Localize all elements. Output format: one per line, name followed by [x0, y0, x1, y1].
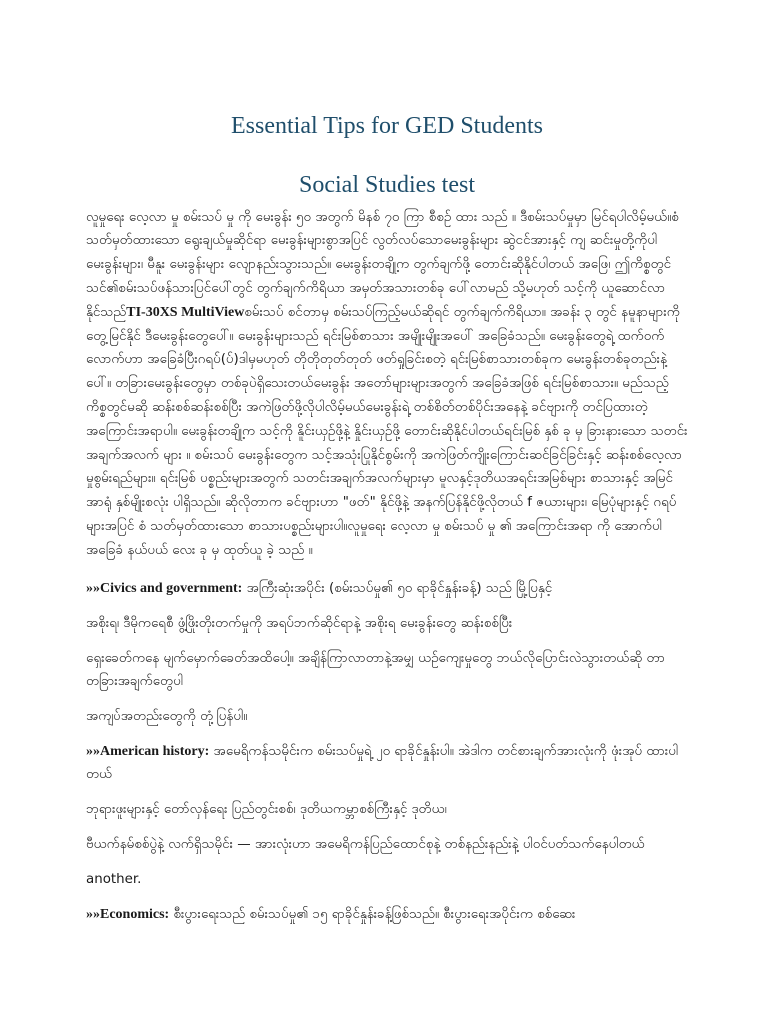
civics-label: »»Civics and government: — [86, 580, 243, 596]
history-line4: another. — [86, 871, 142, 887]
history-heading-line — [86, 740, 688, 786]
economics-line1: စီးပွားရေးသည် စမ်းသပ်မှု၏ ၁၅ ရာခိုင်နှုန်းခန့်ဖြစ်သည်။ စီးပွားရေးအပိုင်းက စစ်ဆေး — [169, 906, 576, 922]
history-label: »»American history: — [86, 743, 210, 759]
intro-text-part2: စမ်းသပ် စင်တာမှ စမ်းသပ်ကြည့်မယ်ဆိုရင် တွက်ချက်ကိရိယာ။ အခန်း ၃ တွင် နမူနာများကို တွေ့မြင်နိုင် ဒီမေးခွန်းတွေပေါ်။ မေးခွန်းများသည် ရင်းမြစ်စာသား အမျိုးမျိုးအပေါ် အခြေခံသည်။ မေးခွန်းတွေရဲ့ ထက်ဝက်လောက်ဟာ အခြေခံပြီးဂရပ်(ပ်)ဒါမှမဟုတ် တိုတိုတုတ်တုတ် ဖတ်ရှုခြင်းစတဲ့ ရင်းမြစ်စာသားတစ်ခုက မေးခွန်းတစ်ခုတည်းနဲ့ပေါ်။ တခြားမေးခွန်းတွေမှာ တစ်ခုပဲရှိသေးတယ်မေးခွန်း အတော်များများအတွက် အခြေခံအဖြစ် ရင်းမြစ်စာသား။ မည်သည့်ကိစ္စတွင်မဆို ဆန်းစစ်ဆန်းစစ်ပြီး အကဲဖြတ်ဖို့လိုပါလိမ့်မယ်မေးခွန်းရဲ့ တစ်စိတ်တစ်ပိုင်းအနေနဲ့ ခင်ဗျားကို တင်ပြထားတဲ့ အကြောင်းအရာပါ။ မေးခွန်းတချို့က သင့်ကို နိူင်းယှဉ်ဖို့နဲ့ နှိုင်းယှဉ်ဖို့ တောင်းဆိုနိုင်ပါတယ်ရင်းမြစ် နှစ် ခု မှ ခြားနားသော သတင်း အချက်အလက် များ ။ စမ်းသပ် မေးခွန်းတွေက သင့်အသုံးပြုနိုင်စွမ်းကို အကဲဖြတ်ကျိုးကြောင်းဆင်ခြင်ခြင်းနှင့် ဆန်းစစ်လေ့လာမှုစွမ်းရည်များ။ ရင်းမြစ် ပစ္စည်းများအတွက် သတင်းအချက်အလက်များမှာ မူလနှင့်ဒုတိယအရင်းအမြစ်များ စာသားနှင့် အမြင်အာရုံ နှစ်မျိုးစလုံး ပါရှိသည်။ ဆိုလိုတာက ခင်ဗျားဟာ "ဖတ်" နိုင်ဖို့နဲ့ အနက်ပြန်နိုင်ဖို့လိုတယ် f ဇယားများ၊ မြေပုံများနှင့် ဂရပ်များအပြင် စံ သတ်မှတ်ထားသော စာသားပစ္စည်းများပါ။လူမှုရေး လေ့လာ မှု စမ်းသပ် မှု ၏ အကြောင်းအရာ ကို အောက်ပါ အခြေခံ နယ်ပယ် လေး ခု မှ ထုတ်ယူ ခဲ့ သည် ။ — [86, 304, 688, 558]
economics-label: »»Economics: — [86, 906, 170, 922]
intro-text-part1: လူမှုရေး လေ့လာ မှု စမ်းသပ် မှု ကို မေးခွန်း ၅၀ အတွက် မိနစ် ၇၀ ကြာ စီစဉ် ထား သည် ။ ဒီစမ်းသပ်မှုမှာ မြင်ရပါလိမ့်မယ်။စံသတ်မှတ်ထားသော ရွေးချယ်မှုဆိုင်ရာ မေးခွန်းများစွာအပြင် လွတ်လပ်သောမေးခွန်းများ ဆွဲငင်အားနှင့် ကျ ဆင်းမှုတို့ကိုပါမေးခွန်းများ၊ မီနူး မေးခွန်းများ လျောနည်းသွားသည်။ မေးခွန်းတချို့က တွက်ချက်ဖို့ တောင်းဆိုနိုင်ပါတယ် အဖြေ၊ ဤကိစ္စတွင် သင်၏စမ်းသပ်ဖန်သားပြင်ပေါ်တွင် တွက်ချက်ကိရိယာ အမှတ်အသားတစ်ခု ပေါ်လာမည် သို့မဟုတ် သင့်ကို ယူဆောင်လာနိုင်သည် — [86, 209, 679, 320]
civics-line1: အကြီးဆုံးအပိုင်း (စမ်းသပ်မှု၏ ၅၀ ရာခိုင်နှုန်းခန့်) သည် မြို့ပြနှင့် — [242, 580, 553, 596]
document-subtitle: Social Studies test — [299, 171, 475, 198]
intro-paragraph — [86, 206, 688, 563]
document-title: Essential Tips for GED Students — [230, 113, 544, 139]
calculator-name: TI-30XS MultiView — [126, 304, 245, 320]
civics-line2: အစိုးရ၊ ဒီမိုကရေစီ ဖွံ့ဖြိုးတိုးတက်မှုကို အရပ်ဘက်ဆိုင်ရာနဲ့ အစိုးရ မေးခွန်းတွေ ဆန်းစစ်ပြီး — [86, 615, 513, 631]
economics-heading-line — [86, 903, 688, 926]
civics-line3: ရှေးခေတ်ကနေ မျက်မှောက်ခေတ်အထိပေါ့။ အချိန်ကြာလာတာနဲ့အမျှ ယဉ်ကျေးမှုတွေ ဘယ်လိုပြောင်းလဲသွားတယ်ဆို တာ တခြားအချက်တွေပါ — [86, 650, 666, 689]
history-line1: အမေရိကန်သမိုင်းက စမ်းသပ်မှုရဲ့ ၂၀ ရာခိုင်နှုန်းပါ။ အဲဒါက တင်စားချက်အားလုံးကို ဖုံးအုပ် ထားပါတယ် — [86, 743, 679, 782]
history-line2: ဘုရားဖူးများနှင့် တော်လှန်ရေး ပြည်တွင်းစစ်၊ ဒုတိယကမ္ဘာစစ်ကြီးနှင့် ဒုတိယ၊ — [86, 801, 447, 817]
civics-heading-line — [86, 577, 688, 600]
history-line3: ဗီယက်နမ်စစ်ပွဲနဲ့ လက်ရှိသမိုင်း — အားလုံးဟာ အမေရိကန်ပြည်ထောင်စုနဲ့ တစ်နည်းနည်းနဲ့ ပါဝင်ပတ်သက်နေပါတယ် — [86, 836, 645, 852]
civics-line4: အကျပ်အတည်းတွေကို တုံ့ပြန်ပါ။ — [86, 708, 248, 724]
